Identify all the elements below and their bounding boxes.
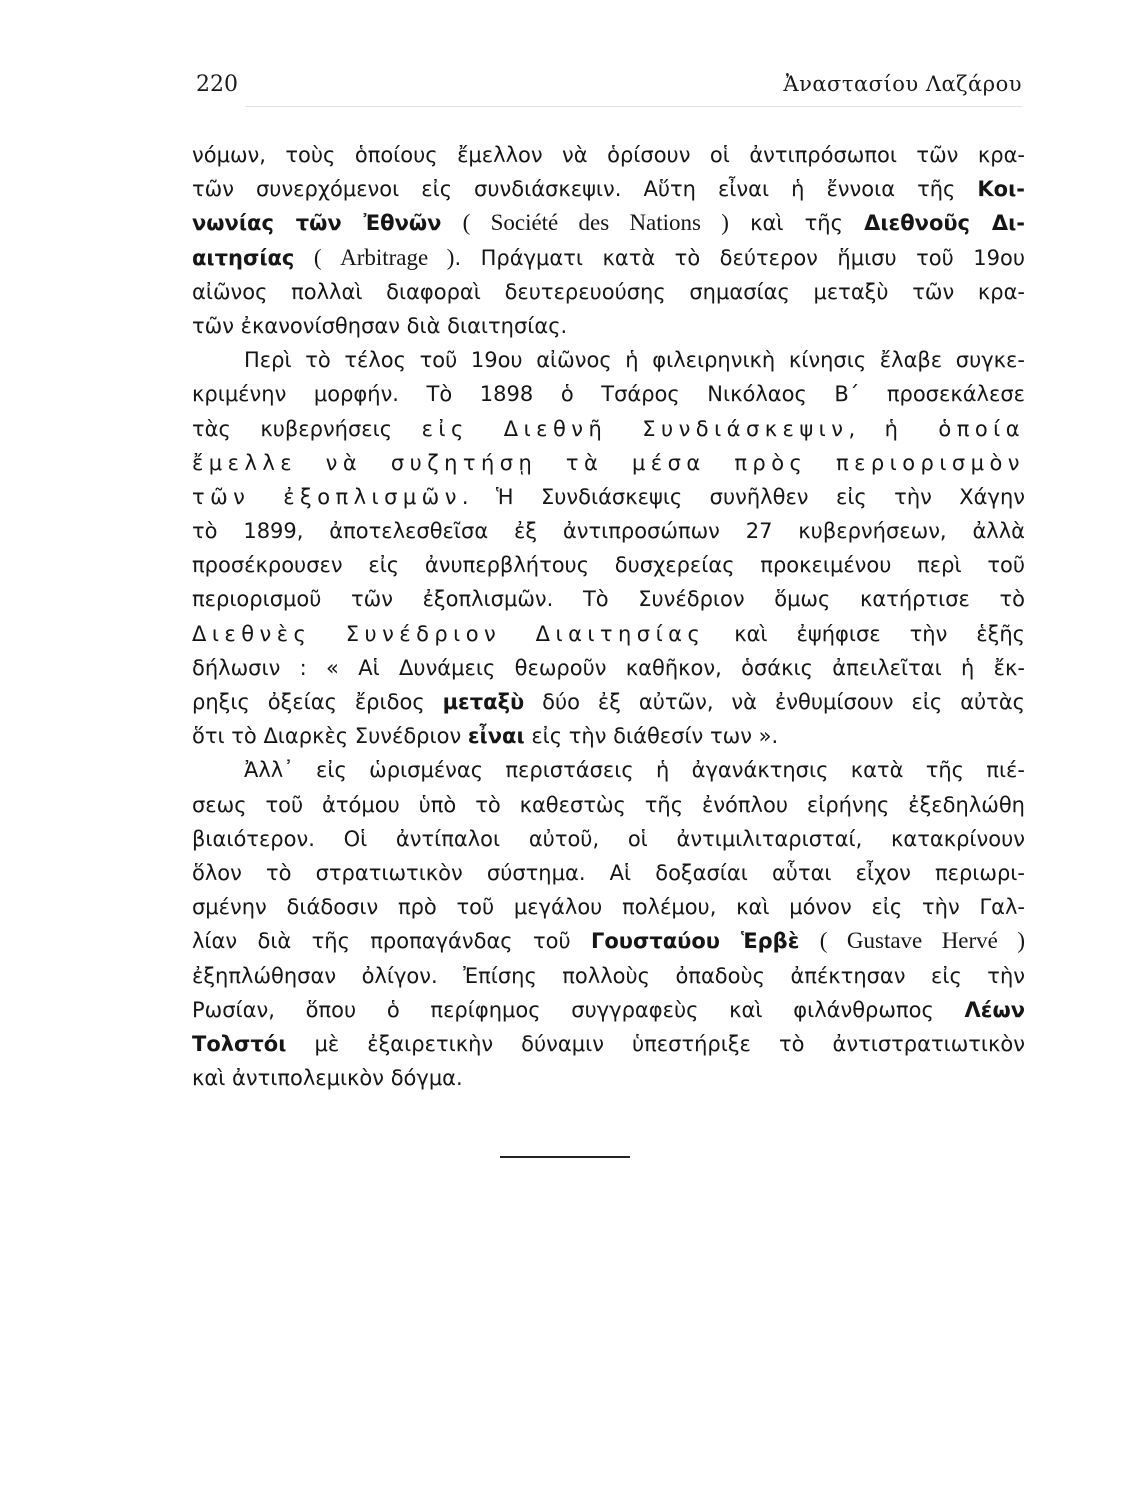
text-line (192, 993, 1025, 1027)
text-run: τῶν ἐκανονίσθησαν διὰ διαιτησίας. (192, 313, 568, 338)
text-run: Ρωσίαν, ὅπου ὁ περίφημος συγγραφεὺς καὶ φιλάνθρωπος (192, 997, 965, 1022)
header-rule (245, 106, 1022, 107)
foreign-text: ( Gustave Hervé ) (819, 928, 1025, 954)
text-run: βιαιότερον. Οἱ ἀντίπαλοι αὐτοῦ, οἱ ἀντιμιλιταρισταί, κατακρίνουν (192, 826, 1025, 851)
text-line (192, 514, 1025, 548)
text-run: λίαν διὰ τῆς προπαγάνδας τοῦ (192, 929, 591, 954)
text-run (799, 929, 819, 953)
text-line (192, 480, 1025, 514)
text-run: Περὶ τὸ τέλος τοῦ 19ου αἰῶνος ἡ φιλειρηνικὴ κίνησις ἔλαβε συγκε- (244, 348, 1025, 373)
spaced-text: Διεθνὲς Συνέδριον Διαιτησίας (192, 621, 706, 646)
text-line (192, 412, 1025, 446)
text-run: σεως τοῦ ἀτόμου ὑπὸ τὸ καθεστὼς τῆς ἐνόπλου εἰρήνης ἐξεδηλώθη (192, 792, 1025, 817)
spaced-text: τῶν ἐξοπλισμῶν (192, 484, 462, 509)
text-run: ὅτι τὸ Διαρκὲς Συνέδριον (192, 724, 468, 749)
text-line (192, 924, 1025, 958)
text-run: . Ἡ Συνδιάσκεψις συνῆλθεν εἰς τὴν Χάγην (461, 484, 1025, 509)
text-run: προσέκρουσεν εἰς ἀνυπερβλήτους δυσχερείας προκειμένου περὶ τοῦ (192, 553, 1025, 578)
running-title: Ἀναστασίου Λαζάρου (783, 72, 1022, 96)
text-line (192, 1027, 1025, 1061)
bold-text: μεταξὺ (442, 690, 525, 714)
text-line (192, 446, 1025, 480)
text-line (192, 172, 1025, 206)
text-line (192, 617, 1025, 651)
text-run: , (848, 416, 885, 441)
text-run: τὰς κυβερνήσεις (192, 416, 422, 441)
body-text (192, 138, 1025, 1095)
text-run: τῶν συνερχόμενοι εἰς συνδιάσκεψιν. Αὕτη εἶναι ἡ ἔννοια τῆς (192, 177, 978, 202)
text-run: κριμένην μορφήν. Τὸ 1898 ὁ Τσάρος Νικόλαος Β΄ προσεκάλεσε (192, 382, 1025, 407)
foreign-text: ( Société des Nations ) (462, 210, 729, 236)
text-run: ἐξηπλώθησαν ὀλίγον. Ἐπίσης πολλοὺς ὀπαδοὺς ἀπέκτησαν εἰς τὴν (192, 963, 1025, 988)
text-run: καὶ τῆς (728, 211, 865, 236)
bold-text: Κοι- (977, 177, 1025, 202)
text-run: περιορισμοῦ τῶν ἐξοπλισμῶν. Τὸ Συνέδριον ὅμως κατήρτισε τὸ (192, 587, 1025, 612)
text-line (192, 206, 1025, 240)
text-run: ρηξις ὀξείας ἔριδος (192, 690, 443, 714)
text-line (192, 788, 1025, 822)
spaced-text: εἰς Διεθνῆ Συνδιάσκεψιν (421, 416, 849, 441)
text-line (192, 685, 1025, 719)
text-line (192, 822, 1025, 856)
text-run: Ἀλλ᾽ εἰς ὡρισμένας περιστάσεις ἡ ἀγανάκτησις κατὰ τῆς πιέ- (244, 758, 1025, 783)
text-run: μὲ ἐξαιρετικὴν δύναμιν ὑπεστήριξε τὸ ἀντιστρατιωτικὸν (286, 1031, 1025, 1056)
text-line (192, 890, 1025, 924)
text-run: αἰῶνος πολλαὶ διαφοραὶ δευτερευούσης σημασίας μεταξὺ τῶν κρα- (192, 279, 1025, 304)
text-run: τὸ 1899, ἀποτελεσθεῖσα ἐξ ἀντιπροσώπων 27 κυβερνήσεων, ἀλλὰ (192, 519, 1025, 544)
text-line (192, 275, 1025, 309)
bold-text: Διεθνοῦς Δι- (864, 211, 1025, 236)
text-run: ὅλον τὸ στρατιωτικὸν σύστημα. Αἱ δοξασίαι αὗται εἶχον περιωρι- (192, 860, 1025, 885)
text-run: . Πράγματι κατὰ τὸ δεύτερον ἥμισυ τοῦ 19ου (454, 245, 1025, 270)
bold-text: νωνίας τῶν Ἐθνῶν (192, 211, 442, 236)
bold-text: αιτησίας (192, 245, 295, 270)
paragraph (192, 753, 1025, 1095)
bold-text: Γουσταύου Ἑρβὲ (591, 929, 800, 954)
bold-text: Τολστόι (192, 1031, 287, 1056)
page-number: 220 (196, 72, 238, 97)
text-line (192, 582, 1025, 616)
text-run (294, 246, 314, 270)
text-line (192, 138, 1025, 172)
text-line (192, 651, 1025, 685)
text-line (192, 241, 1025, 275)
text-line (192, 1061, 1025, 1095)
foreign-text: ( Arbitrage ) (313, 244, 455, 270)
text-line (192, 548, 1025, 582)
text-run: νόμων, τοὺς ὁποίους ἔμελλον νὰ ὁρίσουν οἱ ἀντιπρόσωποι τῶν κρα- (192, 143, 1025, 167)
text-run: δύο ἐξ αὐτῶν, νὰ ἐνθυμίσουν εἰς αὐτὰς (524, 690, 1025, 714)
spaced-text: ἔμελλε νὰ συζητήσῃ τὰ μέσα πρὸς περιορισμὸν (192, 450, 1025, 475)
text-line (192, 719, 1025, 753)
text-line (192, 309, 1025, 343)
bold-text: Λέων (964, 997, 1025, 1022)
text-run: εἰς τὴν διάθεσίν των ». (524, 724, 779, 749)
text-line (192, 959, 1025, 993)
text-run (441, 211, 462, 235)
spaced-text: ἡ ὁποία (884, 416, 1026, 441)
text-run: δήλωσιν : « Αἱ Δυνάμεις θεωροῦν καθῆκον, ὁσάκις ἀπειλεῖται ἡ ἔκ- (192, 655, 1025, 680)
text-run: καὶ ἀντιπολεμικὸν δόγμα. (192, 1066, 463, 1091)
text-line (192, 343, 1025, 377)
text-line (192, 377, 1025, 411)
bold-text: εἶναι (467, 724, 525, 749)
text-line (192, 753, 1025, 787)
paragraph (192, 138, 1025, 343)
paragraph (192, 343, 1025, 753)
text-run: σμένην διάδοσιν πρὸ τοῦ μεγάλου πολέμου, καὶ μόνον εἰς τὴν Γαλ- (192, 895, 1025, 920)
section-end-rule (500, 1156, 630, 1158)
text-run: καὶ ἐψήφισε τὴν ἑξῆς (705, 621, 1025, 646)
text-line (192, 856, 1025, 890)
